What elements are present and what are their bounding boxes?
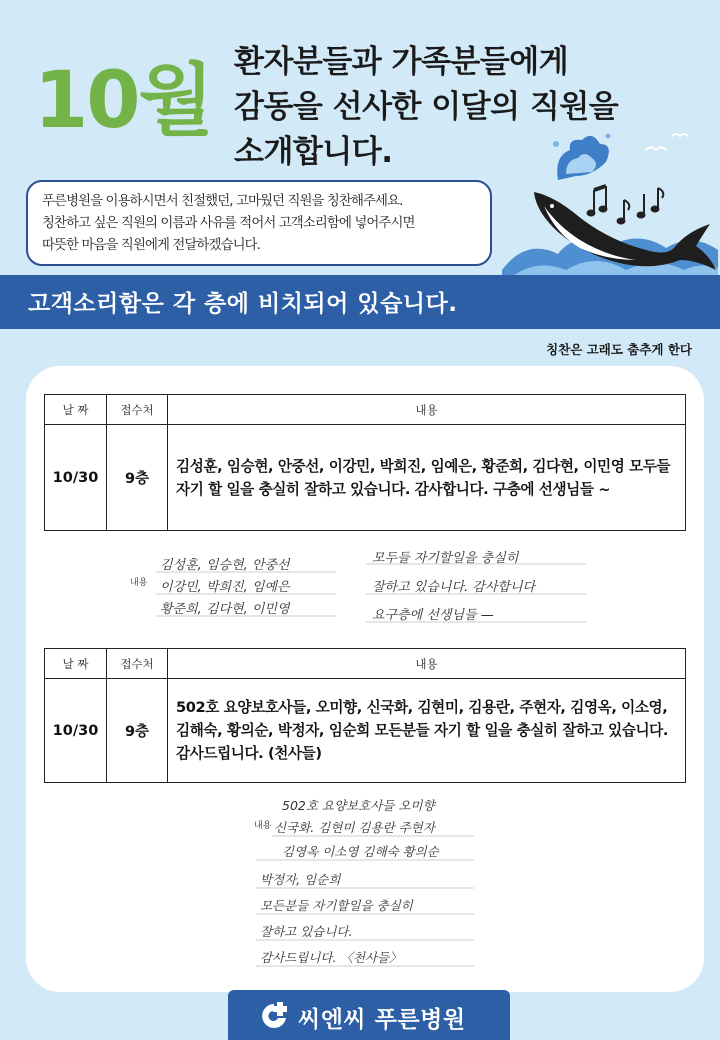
handwritten-label: 내용	[254, 821, 272, 831]
handwritten-line: 김영옥 이소영 김해숙 황의순	[282, 844, 439, 859]
record-table-1	[44, 394, 686, 531]
footer-brand-name: 씨엔씨 푸른병원	[298, 1007, 466, 1033]
music-note-icon	[587, 186, 663, 224]
record-date: 10/30	[45, 425, 107, 531]
intro-box	[26, 180, 492, 266]
month-title: 10월	[34, 56, 212, 146]
record-content: 김성훈, 임승현, 안중선, 이강민, 박희진, 임예은, 황준희, 김다현, 이민영 모두들 자기 할 일을 충실히 잘하고 있습니다. 감사합니다. 구층에 선생님들 ~	[168, 425, 686, 531]
record-table-2	[44, 648, 686, 783]
handwritten-line: 감사드립니다. 〈천사들〉	[260, 950, 402, 965]
notice-banner	[0, 275, 720, 329]
handwritten-line: 모든분들 자기할일을 충실히	[260, 898, 413, 913]
handwritten-note-1	[120, 542, 600, 636]
handwritten-line: 이강민, 박희진, 임예은	[160, 580, 290, 595]
intro-line: 푸른병원을 이용하시면서 친절했던, 고마웠던 직원을 칭찬해주세요.	[42, 194, 403, 209]
record-date: 10/30	[45, 679, 107, 783]
handwritten-line: 잘하고 있습니다.	[260, 924, 353, 939]
intro-line: 따뜻한 마음을 직원에게 전달하겠습니다.	[42, 238, 261, 253]
header-date: 날 짜	[45, 395, 107, 425]
handwritten-line: 502호 요양보호사들 오미향	[282, 798, 435, 813]
header-date: 날 짜	[45, 649, 107, 679]
handwritten-line: 황준희, 김다현, 이민영	[160, 602, 290, 617]
record-content: 502호 요양보호사들, 오미향, 신국화, 김현미, 김용란, 주현자, 김영옥, 이소영, 김해숙, 황의순, 박정자, 임순희 모든분들 자기 할 일을 충실히 잘하고 있습니다. 감사드립니다. (천사들)	[168, 679, 686, 783]
banner-text: 고객소리함은 각 층에 비치되어 있습니다.	[28, 291, 458, 317]
handwritten-label: 내용	[130, 578, 148, 588]
handwritten-line: 신국화. 김현미 김용란 주현자	[274, 820, 435, 835]
record-office: 9층	[107, 425, 168, 531]
tagline: 칭찬은 고래도 춤추게 한다	[546, 342, 692, 357]
handwritten-line: 잘하고 있습니다. 감사합니다	[372, 580, 536, 595]
handwritten-note-2	[252, 792, 488, 980]
hospital-logo-icon	[258, 1000, 290, 1032]
handwritten-line: 박정자, 임순희	[260, 872, 341, 887]
headline-line: 감동을 선사한 이달의 직원을	[234, 89, 619, 125]
intro-line: 칭찬하고 싶은 직원의 이름과 사유를 적어서 고객소리함에 넣어주시면	[42, 216, 415, 231]
whale-illustration	[496, 120, 720, 298]
headline-line: 환자분들과 가족분들에게	[234, 44, 569, 80]
headline-line: 소개합니다.	[234, 134, 393, 170]
header-office: 접수처	[107, 395, 168, 425]
handwritten-line: 김성훈, 임승현, 안중선	[160, 558, 290, 573]
header-office: 접수처	[107, 649, 168, 679]
handwritten-line: 요구층에 선생님들 —	[372, 608, 494, 623]
handwritten-line: 모두들 자기할일을 충실히	[372, 551, 519, 566]
header-content: 내용	[168, 649, 686, 679]
footer-brand-bar	[228, 990, 510, 1040]
record-office: 9층	[107, 679, 168, 783]
header-content: 내용	[168, 395, 686, 425]
